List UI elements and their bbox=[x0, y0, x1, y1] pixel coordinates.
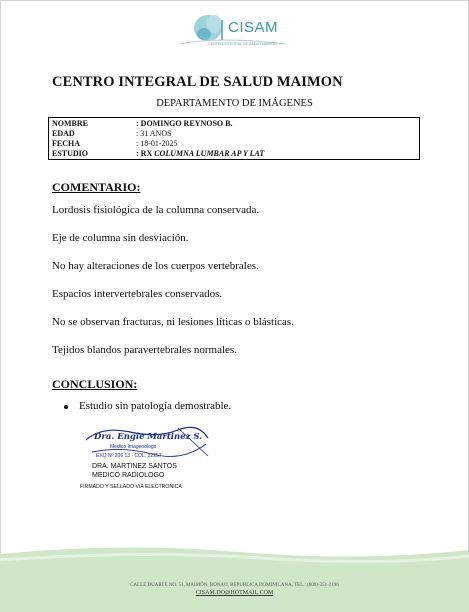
bullet-icon bbox=[64, 405, 68, 409]
study-prefix: : RX bbox=[136, 149, 153, 158]
logo-subtitle: CENTRO INTEGRAL DE SALUD MAIMON bbox=[208, 42, 277, 46]
footer-wave bbox=[0, 540, 469, 612]
age-value: : 31 ANOS bbox=[136, 129, 172, 138]
stamp-name: Dra. Engie Martinez S. bbox=[94, 432, 203, 442]
date-label: FECHA bbox=[52, 139, 80, 148]
name-value: : DOMINGO REYNOSO B. bbox=[136, 119, 233, 128]
comentario-line: Espacios intervertebrales conservados. bbox=[52, 288, 223, 300]
conclusion-item: Estudio sin patología demostrable. bbox=[79, 400, 232, 412]
age-label: EDAD bbox=[52, 129, 75, 138]
department-title: DEPARTAMENTO DE IMÁGENES bbox=[156, 98, 313, 109]
conclusion-heading: CONCLUSION: bbox=[52, 377, 138, 391]
patient-info-box bbox=[48, 117, 420, 160]
footer-email[interactable]: CISAM.DO@HOTMAIL.COM bbox=[195, 590, 274, 596]
name-label: NOMBRE bbox=[52, 119, 88, 128]
stamp-title: Medico Imagenologo bbox=[110, 444, 157, 450]
signature-note: FIRMADO Y SELLADO VIA ELECTRONICA bbox=[80, 484, 182, 490]
logo-text: CISAM bbox=[228, 19, 279, 36]
signature-stamp-icon bbox=[82, 422, 212, 462]
stamp-exq: EXQ Nº 206 13 · COL. 22257 bbox=[96, 453, 162, 459]
study-value: COLUMNA LUMBAR AP Y LAT bbox=[154, 149, 265, 158]
study-label: ESTUDIO bbox=[52, 149, 89, 158]
comentario-line: No se observan fracturas, ni lesiones líticas o blásticas. bbox=[52, 316, 294, 328]
signer-title: MEDICO RADIOLOGO bbox=[92, 471, 165, 479]
comentario-line: Lordosis fisiológica de la columna conservada. bbox=[52, 204, 260, 216]
comentario-line: Eje de columna sin desviación. bbox=[52, 232, 189, 244]
page-title: CENTRO INTEGRAL DE SALUD MAIMON bbox=[52, 74, 343, 90]
comentario-line: No hay alteraciones de los cuerpos vertebrales. bbox=[52, 260, 259, 272]
footer-address: CALLE DUARTE NO. 51, MAIMÓN, BONAO, REPUBLICA DOMINICANA, TEL.: (809)-351-2196 bbox=[130, 583, 339, 588]
signer-name: DRA. MARTINEZ SANTOS bbox=[92, 463, 177, 470]
comentario-line: Tejidos blandos paravertebrales normales. bbox=[52, 344, 237, 356]
comentario-heading: COMENTARIO: bbox=[52, 180, 141, 194]
study-value-wrap bbox=[136, 149, 264, 159]
signer-block bbox=[92, 463, 177, 480]
date-value: : 18-01-2025 bbox=[136, 139, 178, 148]
